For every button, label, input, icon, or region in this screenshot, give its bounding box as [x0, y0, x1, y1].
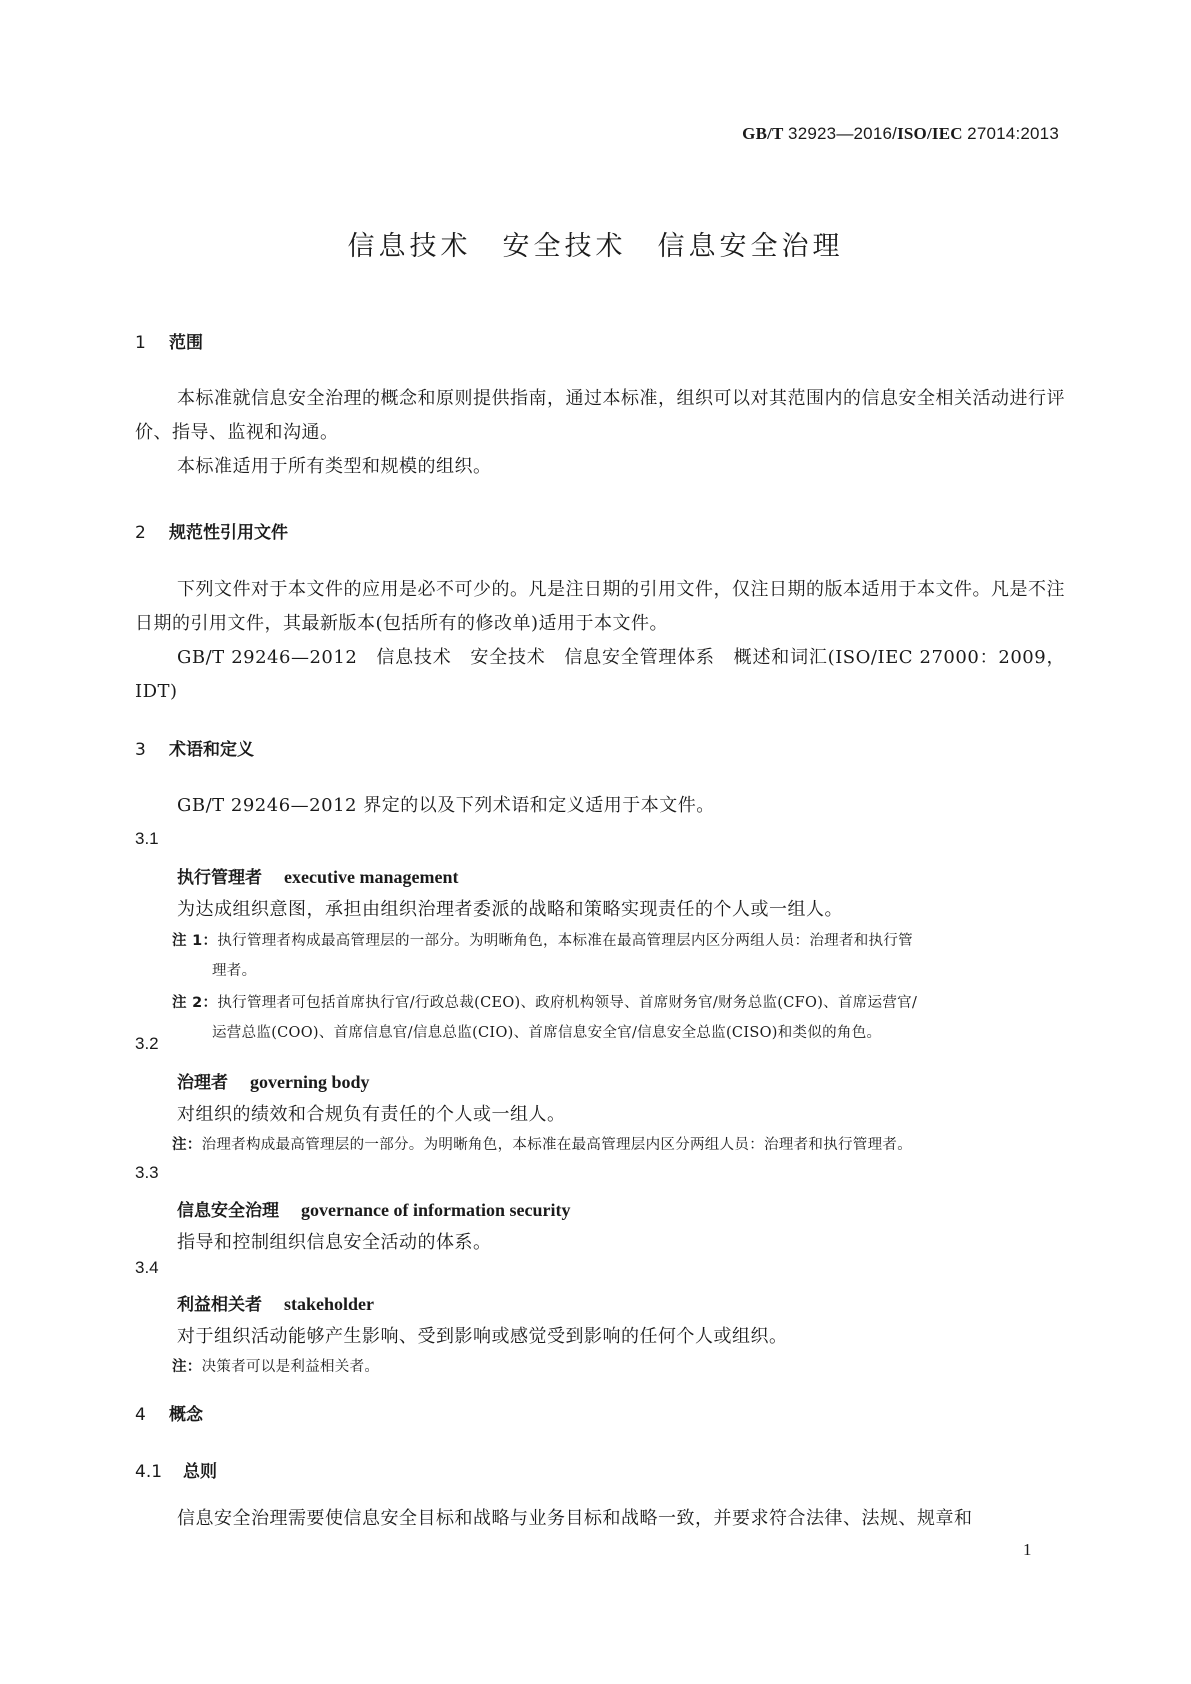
note-text: 决策者可以是利益相关者。	[201, 1359, 380, 1375]
section-1-paragraph-2: 本标准适用于所有类型和规模的组织。	[177, 456, 492, 477]
term-definition: 对组织的绩效和合规负有责任的个人或一组人。	[177, 1104, 566, 1125]
subsection-number: 4.1	[135, 1462, 163, 1482]
term-en: governing body	[250, 1072, 370, 1092]
note-text: 执行管理者可包括首席执行官/行政总裁(CEO)、政府机构领导、首席财务官/财务总监(CFO)、首席运营官/	[217, 995, 918, 1011]
note-text: 执行管理者构成最高管理层的一部分。为明晰角色，本标准在最高管理层内区分两组人员：治理者和执行管	[217, 933, 913, 949]
term-en: executive management	[284, 867, 459, 887]
term-note	[172, 926, 1065, 986]
term-heading	[177, 863, 458, 888]
section-2-paragraph-1: 下列文件对于本文件的应用是必不可少的。凡是注日期的引用文件，仅注日期的版本适用于本文件。凡是不注日期的引用文件，其最新版本(包括所有的修改单)适用于本文件。	[135, 579, 1065, 634]
term-number: 3.3	[135, 1163, 159, 1182]
section-number: 3	[135, 740, 146, 760]
term-note	[172, 1352, 1065, 1382]
term-zh: 治理者	[177, 1073, 228, 1093]
standard-code-number: 32923—2016/	[788, 124, 898, 143]
term-note	[172, 988, 1065, 1048]
term-heading	[177, 1290, 374, 1315]
note-label: 注：	[172, 1359, 202, 1375]
term-zh: 利益相关者	[177, 1295, 262, 1315]
section-title: 规范性引用文件	[169, 523, 288, 543]
note-label: 注 2：	[172, 995, 218, 1011]
note-text: 治理者构成最高管理层的一部分。为明晰角色，本标准在最高管理层内区分两组人员：治理者和执行管理者。	[201, 1137, 913, 1153]
standard-code	[742, 124, 1059, 144]
term-definition: 对于组织活动能够产生影响、受到影响或感觉受到影响的任何个人或组织。	[177, 1326, 788, 1347]
term-zh: 信息安全治理	[177, 1201, 279, 1221]
term-number: 3.1	[135, 829, 159, 848]
term-definition: 为达成组织意图，承担由组织治理者委派的战略和策略实现责任的个人或一组人。	[177, 899, 843, 920]
section-4-1-paragraph-1: 信息安全治理需要使信息安全目标和战略与业务目标和战略一致，并要求符合法律、法规、规章和	[177, 1508, 973, 1529]
note-label: 注：	[172, 1137, 202, 1153]
note-label: 注 1：	[172, 933, 218, 949]
section-1-paragraph-1: 本标准就信息安全治理的概念和原则提供指南，通过本标准，组织可以对其范围内的信息安全相关活动进行评价、指导、监视和沟通。	[135, 388, 1065, 443]
standard-code-prefix: GB/T	[742, 124, 784, 143]
term-en: stakeholder	[284, 1294, 374, 1314]
section-1-heading	[135, 328, 203, 353]
term-number: 3.4	[135, 1258, 159, 1277]
note-text-continued: 理者。	[212, 963, 257, 979]
section-title: 范围	[169, 333, 203, 353]
document-title: 信息技术 安全技术 信息安全治理	[347, 231, 844, 262]
term-definition: 指导和控制组织信息安全活动的体系。	[177, 1232, 492, 1253]
section-4-heading	[135, 1400, 203, 1425]
section-number: 4	[135, 1405, 146, 1425]
section-4-1-heading	[135, 1457, 217, 1482]
note-text-continued: 运营总监(COO)、首席信息官/信息总监(CIO)、首席信息安全官/信息安全总监(CISO)和类似的角色。	[212, 1025, 882, 1041]
section-title: 术语和定义	[169, 740, 254, 760]
subsection-title: 总则	[183, 1462, 217, 1482]
section-number: 1	[135, 333, 146, 353]
page-number: 1	[1023, 1540, 1032, 1559]
term-heading	[177, 1068, 370, 1093]
term-note	[172, 1130, 1065, 1160]
term-zh: 执行管理者	[177, 868, 262, 888]
section-2-heading	[135, 518, 288, 543]
term-number: 3.2	[135, 1034, 159, 1053]
term-en: governance of information security	[301, 1200, 571, 1220]
section-2-reference: GB/T 29246—2012 信息技术 安全技术 信息安全管理体系 概述和词汇(ISO/IEC 27000：2009，IDT)	[135, 647, 1065, 702]
standard-code-iso: ISO/IEC	[897, 124, 963, 143]
section-title: 概念	[169, 1405, 203, 1425]
term-heading	[177, 1196, 570, 1221]
section-3-heading	[135, 735, 254, 760]
section-3-intro: GB/T 29246—2012 界定的以及下列术语和定义适用于本文件。	[177, 795, 715, 816]
standard-code-iso-number: 27014:2013	[967, 124, 1059, 143]
section-number: 2	[135, 523, 146, 543]
